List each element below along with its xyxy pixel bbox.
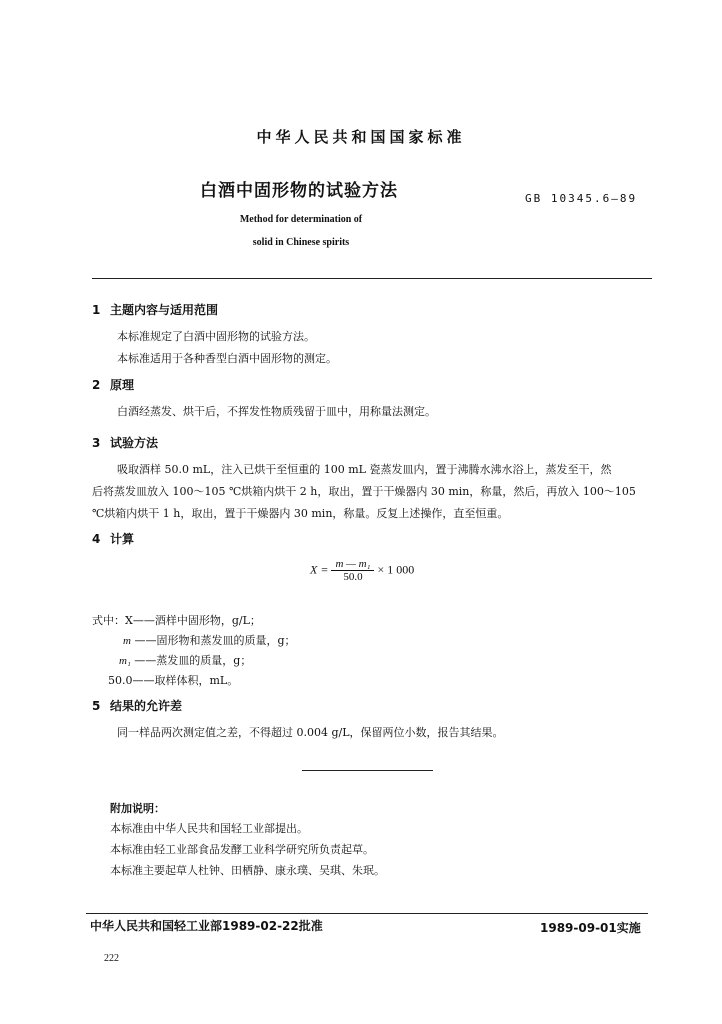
variable-definition [123,632,296,648]
section-1-title: 主题内容与适用范围 [110,303,219,317]
section-3-line: 吸取酒样 50.0 mL，注入已烘干至恒重的 100 mL 瓷蒸发皿内，置于沸腾水沸水浴上，蒸发至干，然 [117,463,612,476]
section-4-heading [92,530,134,547]
english-title-line-1: Method for determination of [239,214,363,225]
formula-rhs: × 1 000 [377,562,415,577]
variable-description: ——取样体积，mL。 [132,674,239,687]
section-2-body [117,401,436,423]
section-1-number: 1 [92,303,101,317]
section-5-number: 5 [92,699,101,713]
section-5-heading [92,697,182,714]
variable-symbol: m₁ [119,655,131,667]
section-1-body [117,326,337,370]
variable-description: ——蒸发皿的质量，g； [134,654,252,667]
variable-definition [108,672,238,688]
variable-definition [119,652,251,668]
section-2-number: 2 [92,378,101,392]
footer-divider [86,913,648,914]
formula-numerator: m — m₁ [331,558,374,571]
page-number: 222 [104,953,119,964]
section-3-line: ℃烘箱内烘干 1 h，取出，置于干燥器内 30 min，称量。反复上述操作，直至恒重。 [92,507,509,520]
section-2-title: 原理 [110,378,135,392]
formula-fraction [331,558,374,583]
document-title: 白酒中固形物的试验方法 [200,181,398,201]
variable-definition [92,612,261,628]
section-5-body [117,722,504,744]
notes-line: 本标准由轻工业部食品发酵工业科学研究所负责起草。 [110,843,374,856]
section-2-line: 白酒经蒸发、烘干后，不挥发性物质残留于皿中，用称量法测定。 [117,405,436,418]
header-divider [92,278,652,279]
notes-line: 本标准主要起草人杜钟、田栖静、康永璞、吴琪、朱珉。 [110,864,385,877]
variable-symbol: 式中：X [92,614,133,627]
end-divider [302,770,433,771]
notes-line: 本标准由中华人民共和国轻工业部提出。 [110,822,308,835]
english-title-line-2: solid in Chinese spirits [252,237,350,248]
section-3-heading [92,434,158,451]
notes-heading: 附加说明： [110,802,165,815]
section-5-title: 结果的允许差 [110,699,183,713]
section-1-heading [92,301,218,318]
variable-description: ——酒样中固形物，g/L； [132,614,261,627]
notes-body [110,818,385,881]
variable-symbol: m [123,635,131,647]
calculation-formula [310,558,414,583]
section-3-line: 后将蒸发皿放入 100～105 ℃烘箱内烘干 2 h，取出，置于干燥器内 30 min，称量，然后，再放入 100～105 [92,485,636,498]
section-2-heading [92,376,134,393]
section-3-body [92,459,654,525]
variable-symbol: 50.0 [108,674,133,687]
section-5-line: 同一样品两次测定值之差，不得超过 0.004 g/L，保留两位小数，报告其结果。 [117,726,504,739]
section-4-number: 4 [92,532,101,546]
section-1-line: 本标准适用于各种香型白酒中固形物的测定。 [117,352,337,365]
variable-description: ——固形物和蒸发皿的质量，g； [134,634,296,647]
section-4-title: 计算 [110,532,135,546]
section-3-title: 试验方法 [110,436,159,450]
effective-date: 1989-09-01实施 [540,921,641,935]
standard-title: 中华人民共和国国家标准 [256,128,466,146]
section-3-number: 3 [92,436,101,450]
document-code: GB 10345.6—89 [525,192,638,205]
formula-denominator: 50.0 [343,571,363,583]
section-1-line: 本标准规定了白酒中固形物的试验方法。 [117,330,315,343]
issued-date: 中华人民共和国轻工业部1989-02-22批准 [90,919,323,933]
formula-lhs: X = [310,562,329,577]
